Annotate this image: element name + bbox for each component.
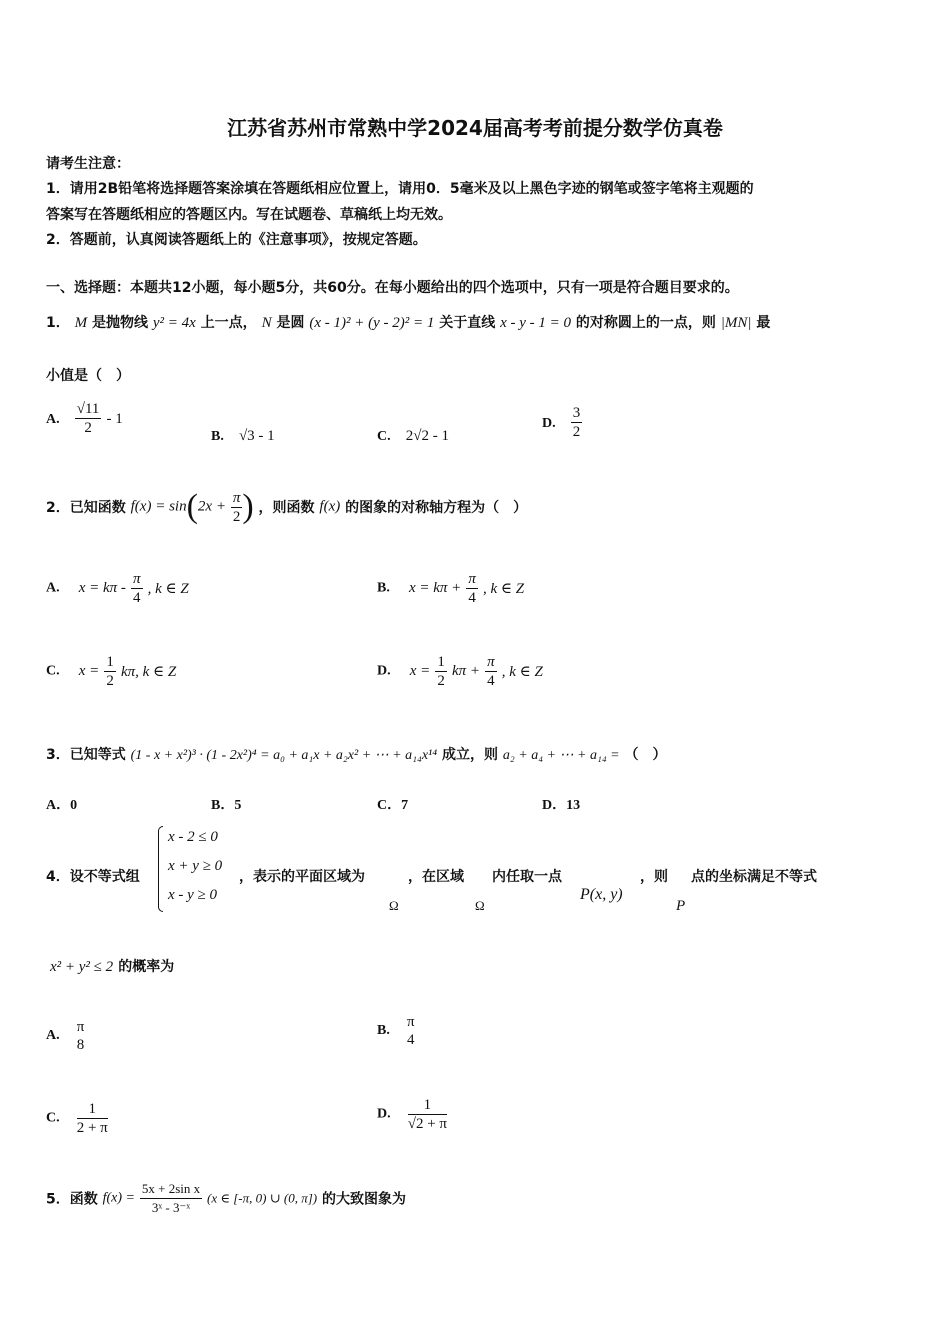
fraction: [231, 489, 243, 526]
q3-option-d[interactable]: [542, 794, 580, 814]
option-mid: kπ +: [451, 663, 480, 679]
fraction-numerator: 1: [77, 1100, 108, 1119]
notice-heading: 请考生注意：: [46, 156, 130, 172]
q4-text-1: ，表示的平面区域为: [239, 869, 365, 885]
fraction-numerator: π: [468, 571, 476, 587]
option-label: C.: [46, 663, 60, 679]
q2-func-lhs: f(x) = sin: [130, 498, 187, 515]
q1-line: x - y - 1 = 0: [500, 315, 572, 331]
q4-text-2: ，在区域: [408, 869, 464, 885]
q4-text-5: 点的坐标满足不等式: [691, 869, 817, 885]
option-value: 13: [566, 798, 581, 813]
q1-parabola: y² = 4x: [152, 315, 196, 331]
option-label: B.: [377, 1023, 390, 1038]
q1-text-2: 上一点，: [200, 315, 257, 331]
q5-domain: (x ∈ [-π, 0) ∪ (0, π]): [207, 1190, 318, 1206]
page-title: 江苏省苏州市常熟中学2024届高考考前提分数学仿真卷: [227, 116, 723, 140]
q2-fx: f(x): [319, 498, 341, 515]
notice-line-3: 2．答题前，认真阅读答题纸上的《注意事项》，按规定答题。: [46, 232, 427, 248]
q2-option-a[interactable]: [46, 570, 189, 607]
fraction-denominator: 2: [232, 508, 241, 525]
q5-lhs: f(x) =: [102, 1190, 135, 1206]
q4-option-d[interactable]: [377, 1096, 447, 1133]
option-label: D.: [542, 416, 556, 431]
fraction-numerator: π: [406, 1014, 415, 1030]
fraction-denominator: 4: [487, 673, 495, 689]
fraction: [77, 1018, 85, 1054]
q4-ineq-3: x - y ≥ 0: [168, 887, 218, 903]
q4-ineq-2: x + y ≥ 0: [168, 858, 223, 874]
q4-text-6: 的概率为: [118, 959, 175, 975]
q1-text-5: 的对称圆上的一点，则: [575, 315, 716, 331]
q1-option-c[interactable]: [377, 425, 449, 445]
fraction: [75, 400, 102, 437]
option-tail: - 1: [106, 411, 123, 427]
fraction-numerator: 1: [106, 654, 114, 670]
fraction: [435, 653, 447, 690]
q1-number: 1．: [46, 315, 70, 331]
fraction-numerator: √11: [76, 401, 100, 417]
question-1: [46, 312, 770, 332]
fraction-2: [485, 653, 497, 690]
option-label: A．: [46, 798, 71, 813]
q2-option-d[interactable]: [377, 653, 543, 690]
q4-text-3: 内任取一点: [492, 869, 562, 885]
q4-inequality: x² + y² ≤ 2: [50, 959, 114, 975]
fraction: [407, 1013, 415, 1049]
q1-text-3: 是圆: [276, 315, 305, 331]
option-pre: x =: [78, 663, 100, 679]
option-label: A.: [46, 412, 60, 427]
q4-p: P: [676, 898, 686, 914]
option-label: A.: [46, 580, 60, 596]
option-label: B.: [211, 429, 224, 444]
fraction-denominator: 3ˣ - 3⁻ˣ: [151, 1200, 191, 1215]
q4-omega-1: Ω: [389, 898, 399, 913]
q4-text-4: ，则: [640, 869, 668, 885]
option-label: C．: [377, 798, 402, 813]
fraction-numerator: 3: [572, 405, 581, 421]
close-paren: ): [242, 488, 254, 525]
q2-option-c[interactable]: [46, 653, 176, 690]
fraction: [408, 1096, 447, 1133]
q4-line-2: [50, 956, 174, 976]
fraction-denominator: 2: [437, 673, 445, 689]
option-label: D.: [377, 663, 391, 679]
q4-option-b[interactable]: [377, 1013, 415, 1049]
option-value: 7: [401, 798, 409, 813]
fraction-denominator: 2: [106, 673, 114, 689]
q3-option-c[interactable]: [377, 794, 408, 814]
fraction-denominator: 8: [76, 1037, 85, 1053]
q1-m: M: [74, 315, 88, 331]
q3-option-a[interactable]: [46, 794, 77, 814]
option-pre: x = kπ +: [408, 580, 462, 596]
option-label: B．: [211, 798, 235, 813]
fraction: [140, 1180, 202, 1217]
notice-line-1: 1．请用2B铅笔将选择题答案涂填在答题纸相应位置上，请用0．5毫米及以上黑色字迹的钢笔或签字笔将主观题的: [46, 181, 754, 197]
q1-n: N: [261, 315, 272, 331]
question-3: [46, 744, 667, 764]
open-paren: (: [186, 488, 198, 525]
q1-option-b[interactable]: [211, 425, 275, 445]
q1-continuation: 小值是（ ）: [46, 368, 130, 384]
fraction-numerator: π: [133, 571, 141, 587]
fraction: [104, 653, 116, 690]
option-value: 5: [234, 798, 242, 813]
option-value: 2√2 - 1: [405, 428, 449, 444]
option-post: kπ, k ∈ Z: [120, 664, 177, 680]
fraction-denominator: 4: [133, 590, 141, 606]
option-label: A.: [46, 1028, 60, 1043]
option-value: √3 - 1: [238, 428, 275, 444]
q3-equation: (1 - x + x²)³ · (1 - 2x²)⁴ = a₀ + a₁x + a₂x² + ⋯ + a₁₄x¹⁴: [130, 748, 438, 763]
q5-number: 5．函数: [46, 1191, 98, 1208]
system-brace: [158, 826, 163, 912]
q3-sum: a₂ + a₄ + ⋯ + a₁₄ =: [502, 748, 620, 763]
q1-option-a[interactable]: [46, 400, 123, 437]
option-pre: x =: [409, 663, 431, 679]
fraction-numerator: π: [232, 489, 241, 506]
fraction: [571, 404, 583, 441]
q3-text-2: （ ）: [624, 747, 667, 763]
question-5: [46, 1180, 406, 1217]
q5-text: 的大致图象为: [321, 1191, 406, 1208]
q2-number: 2．已知函数: [46, 500, 126, 516]
fraction-numerator: π: [487, 654, 495, 670]
fraction-numerator: 1: [408, 1096, 447, 1115]
q2-text-2: 的图象的对称轴方程为（ ）: [345, 500, 528, 516]
option-post: , k ∈ Z: [147, 581, 189, 597]
option-label: C.: [377, 429, 391, 444]
fraction-denominator: 2: [572, 424, 581, 440]
q1-mn: |MN|: [720, 315, 752, 331]
q1-option-d[interactable]: [542, 404, 582, 441]
q1-text-1: 是抛物线: [92, 315, 148, 331]
q1-circle: (x - 1)² + (y - 2)² = 1: [309, 315, 435, 331]
option-label: B.: [377, 580, 390, 596]
q4-option-a[interactable]: [46, 1018, 84, 1054]
fraction-denominator: 4: [406, 1032, 415, 1048]
option-label: D.: [377, 1106, 391, 1122]
fraction-denominator: 2 + π: [76, 1120, 108, 1136]
fraction-denominator: √2 + π: [407, 1116, 447, 1132]
fraction-numerator: π: [76, 1019, 85, 1035]
option-label: C.: [46, 1110, 60, 1126]
q2-arg: 2x +: [197, 498, 226, 515]
fraction: [466, 570, 478, 607]
q1-text-6: 最: [756, 315, 771, 331]
q2-option-b[interactable]: [377, 570, 524, 607]
q3-number: 3．已知等式: [46, 747, 126, 763]
fraction-numerator: 5x + 2sin x: [140, 1180, 202, 1199]
fraction: [77, 1100, 108, 1137]
q4-option-c[interactable]: [46, 1100, 108, 1137]
q4-omega-2: Ω: [475, 898, 485, 913]
notice-line-2: 答案写在答题纸相应的答题区内。写在试题卷、草稿纸上均无效。: [46, 207, 452, 223]
question-2: [46, 488, 527, 526]
q4-number: 4．设不等式组: [46, 869, 140, 885]
q3-text-1: 成立，则: [442, 747, 498, 763]
fraction-denominator: 4: [468, 590, 476, 606]
option-pre: x = kπ -: [78, 580, 126, 596]
q4-point: P(x, y): [580, 886, 623, 903]
fraction-numerator: 1: [437, 654, 445, 670]
option-post: , k ∈ Z: [482, 581, 525, 597]
section-heading: 一、选择题：本题共12小题，每小题5分，共60分。在每小题给出的四个选项中，只有一项是符合题目要求的。: [46, 280, 739, 296]
option-post: , k ∈ Z: [501, 664, 543, 680]
fraction: [131, 570, 143, 607]
q1-text-4: 关于直线: [439, 315, 496, 331]
q4-ineq-1: x - 2 ≤ 0: [168, 829, 218, 845]
q3-option-b[interactable]: [211, 794, 241, 814]
option-value: 0: [70, 798, 78, 813]
option-label: D．: [542, 798, 567, 813]
fraction-denominator: 2: [84, 420, 92, 436]
q2-text-1: ，则函数: [258, 500, 315, 516]
